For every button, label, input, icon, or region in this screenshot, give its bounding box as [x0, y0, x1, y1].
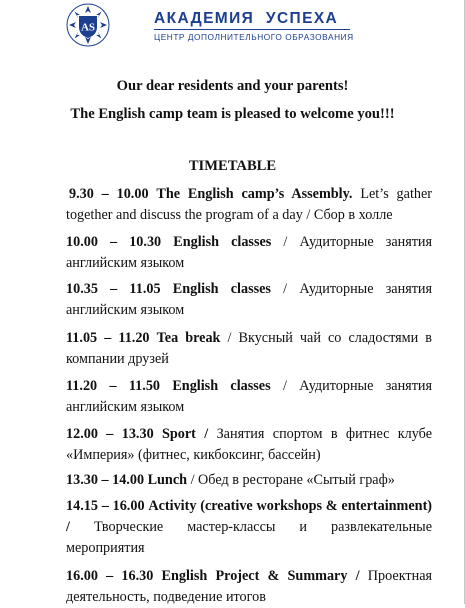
- entry-event: English classes: [173, 234, 272, 250]
- brand: [154, 10, 354, 43]
- entry-description: / Обед в ресторане «Сытый граф»: [190, 472, 395, 488]
- academy-logo-icon: [66, 3, 110, 47]
- entry-description: / Аудиторные занятия английским языком: [66, 281, 433, 318]
- entry-time: 11.05 – 11.20: [66, 330, 150, 346]
- entry-time: 13.30 – 14.00: [66, 472, 145, 488]
- entry-description: Занятия спортом в фитнес клубе «Империя» (фитнес, кикбоксинг, бассейн): [66, 426, 432, 463]
- entry-description: / Аудиторные занятия английским языком: [66, 234, 433, 271]
- timetable-entry: [66, 184, 432, 226]
- timetable-entry: [66, 424, 432, 466]
- timetable-entry: [66, 470, 432, 491]
- entry-event: Activity (creative workshops & entertainment) /: [66, 498, 433, 535]
- timetable-entry: [66, 279, 432, 321]
- greeting-line-2: The English camp team is pleased to welcome you!!!: [70, 106, 395, 122]
- entry-time: 10.00 – 10.30: [66, 234, 162, 250]
- entry-time: 11.20 – 11.50: [66, 378, 161, 394]
- entry-time: 9.30 – 10.00: [69, 186, 149, 202]
- timetable-title: TIMETABLE: [188, 158, 277, 174]
- brand-divider: [154, 29, 350, 31]
- greeting-line-1: Our dear residents and your parents!: [116, 78, 349, 94]
- entry-description: Творческие мастер-классы и развлекательные мероприятия: [66, 519, 432, 556]
- entry-event: The English camp’s Assembly.: [156, 186, 353, 202]
- brand-subtitle: ЦЕНТР ДОПОЛНИТЕЛЬНОГО ОБРАЗОВАНИЯ: [154, 32, 354, 43]
- entry-event: English classes: [172, 378, 271, 394]
- timetable-entry: [66, 232, 432, 274]
- entry-event: Tea break: [156, 330, 221, 346]
- entry-time: 12.00 – 13.30: [66, 426, 154, 442]
- entry-description: / Вкусный чай со сладостями в компании друзей: [66, 330, 432, 367]
- entry-description: / Аудиторные занятия английским языком: [66, 378, 433, 415]
- timetable-entry: [66, 376, 432, 418]
- entry-time: 10.35 – 11.05: [66, 281, 161, 297]
- entry-event: Sport /: [162, 426, 209, 442]
- entry-description: Проектная деятельность, подведение итогов: [66, 568, 433, 605]
- header: [66, 3, 354, 47]
- timetable-entry: [66, 328, 432, 370]
- timetable-entry: [66, 566, 432, 608]
- brand-title: АКАДЕМИЯ УСПЕХА: [154, 9, 339, 27]
- entry-time: 16.00 – 16.30: [66, 568, 154, 584]
- entry-event: Lunch: [147, 472, 188, 488]
- entry-time: 14.15 – 16.00: [66, 498, 145, 514]
- entry-event: English Project & Summary /: [161, 568, 360, 584]
- entry-description: Let’s gather together and discuss the program of a day / Сбор в холле: [66, 186, 433, 223]
- entry-event: English classes: [172, 281, 271, 297]
- svg-text:AS: AS: [80, 21, 96, 34]
- timetable-entry: [66, 496, 432, 559]
